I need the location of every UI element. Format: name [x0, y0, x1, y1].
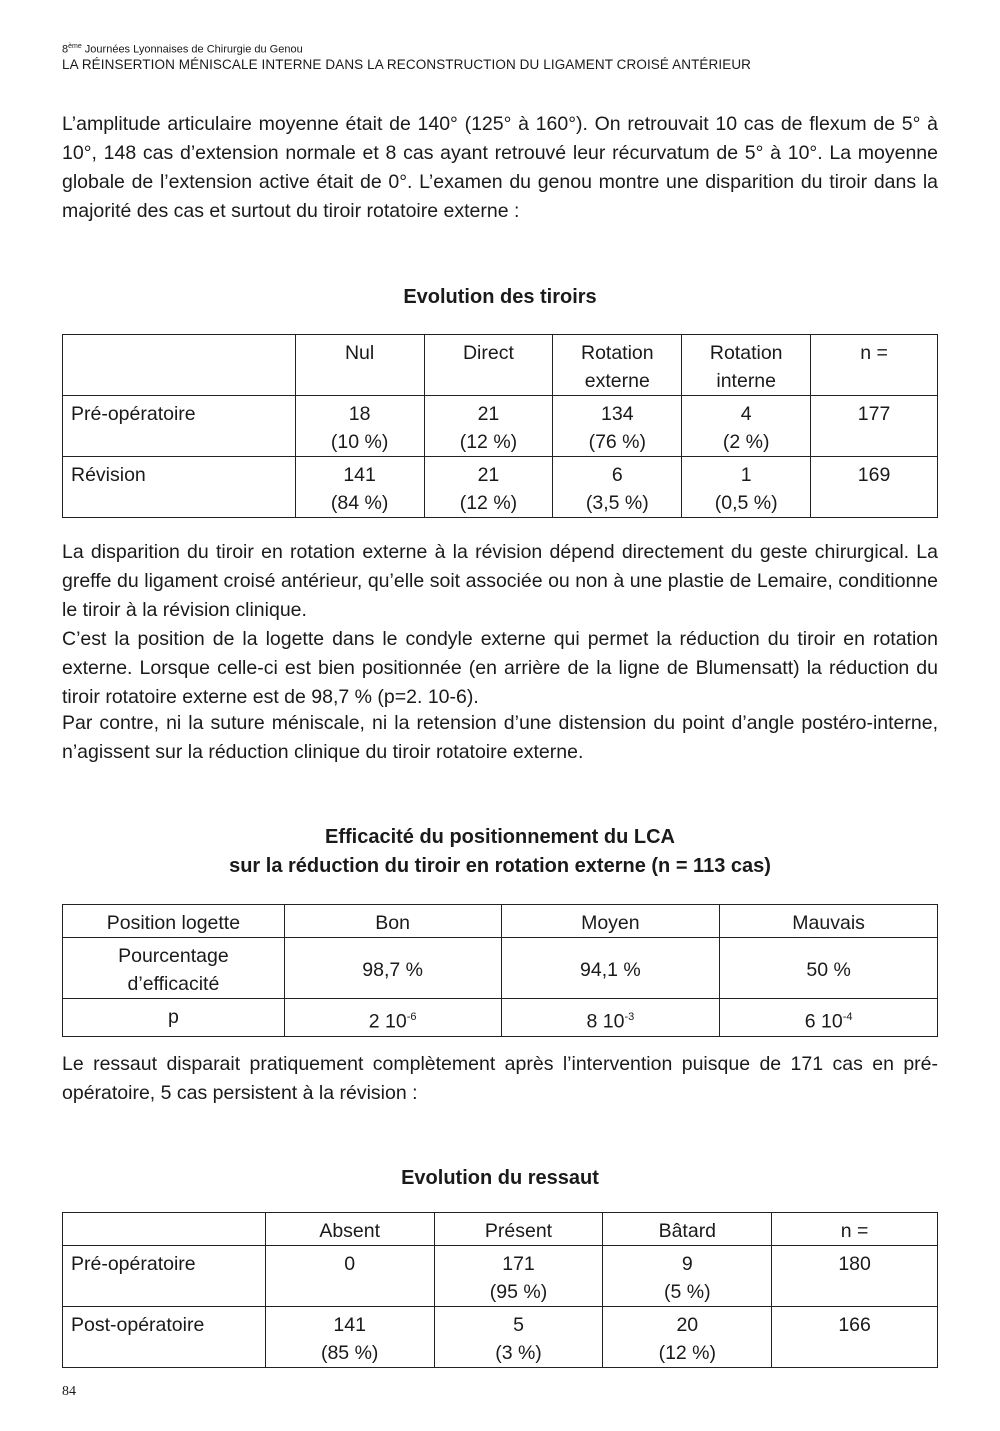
cell-percent — [778, 1278, 931, 1306]
column-header: Bâtard — [603, 1213, 772, 1246]
cell-percent: (12 %) — [459, 492, 518, 514]
cell-percent: (10 %) — [330, 431, 389, 453]
cell-percent: (12 %) — [658, 1342, 717, 1364]
cell-percent — [817, 367, 931, 395]
cell-percent: (3,5 %) — [585, 492, 649, 514]
table1-title: Evolution des tiroirs — [403, 286, 597, 308]
table-cell — [682, 396, 811, 457]
table-cell — [772, 1307, 938, 1368]
cell-value: 20 — [676, 1314, 699, 1336]
header-article-title: LA RÉINSERTION MÉNISCALE INTERNE DANS LA RECONSTRUCTION DU LIGAMENT CROISÉ ANTÉRIEUR — [62, 56, 752, 72]
cell-percent: (12 %) — [459, 431, 518, 453]
cell-value: Pourcentage — [118, 945, 229, 967]
cell-percent — [817, 489, 931, 517]
column-header: Mauvais — [720, 905, 938, 938]
cell-percent — [69, 339, 289, 367]
cell-value: 6 — [611, 464, 623, 486]
table-header-row — [63, 335, 938, 396]
table-cell — [553, 457, 682, 518]
cell-value: n = — [860, 342, 888, 364]
row-label: Pré-opératoire — [63, 1246, 266, 1307]
cell-value: Rotation — [709, 342, 783, 364]
cell-value: 166 — [838, 1314, 871, 1336]
cell-value: 141 — [333, 1314, 366, 1336]
cell-percent — [272, 1278, 428, 1306]
table-cell — [434, 1307, 603, 1368]
table2-title-line2: sur la réduction du tiroir en rotation externe (n = 113 cas) — [229, 855, 771, 877]
table-cell — [295, 396, 424, 457]
running-header — [62, 40, 942, 73]
cell-value: 169 — [857, 464, 891, 486]
row-label: Révision — [63, 457, 296, 518]
cell-value: Direct — [462, 342, 514, 364]
cell-value: 21 — [477, 464, 500, 486]
cell-value: 180 — [838, 1253, 871, 1275]
cell-percent: (0,5 %) — [714, 492, 778, 514]
table-cell — [553, 396, 682, 457]
cell-value: 141 — [343, 464, 376, 486]
table-cell: 50 % — [720, 938, 938, 999]
p-value-base: 2 10 — [368, 1010, 407, 1033]
cell-percent — [817, 428, 931, 456]
cell-value: 21 — [477, 403, 500, 425]
column-header — [424, 335, 553, 396]
page-number: 84 — [62, 1384, 76, 1399]
cell-value: 0 — [344, 1253, 356, 1275]
cell-value: Rotation — [580, 342, 654, 364]
paragraph-logette: C’est la position de la logette dans le condyle externe qui permet la réduction du tiroir en rotation externe. Lorsque celle-ci est bien positionnée (en arrière de la ligne de Blumensatt) la réduction du tiroir rotatoire externe est de 98,7 % (p=2. 10-6). — [62, 628, 938, 708]
column-header: Moyen — [501, 905, 720, 938]
column-header: n = — [772, 1213, 938, 1246]
column-header: Bon — [284, 905, 501, 938]
table-row — [63, 1307, 938, 1368]
cell-percent — [431, 367, 547, 395]
table-cell — [811, 396, 938, 457]
cell-value: 4 — [740, 403, 752, 425]
table-cell: 98,7 % — [284, 938, 501, 999]
row-label: Pré-opératoire — [63, 396, 296, 457]
cell-percent: (95 %) — [489, 1281, 548, 1303]
column-header — [553, 335, 682, 396]
p-value-base: 6 10 — [804, 1010, 843, 1033]
table-cell: 94,1 % — [501, 938, 720, 999]
cell-value: 134 — [601, 403, 634, 425]
table-evolution-tiroirs — [62, 334, 938, 518]
paragraph-disparition: La disparition du tiroir en rotation externe à la révision dépend directement du geste chirurgical. La greffe du ligament croisé antérieur, qu’elle soit associée ou non à une plastie de Lemaire, conditionne le tiroir à la révision clinique. — [62, 541, 938, 621]
table-row — [63, 938, 938, 999]
cell-percent: (85 %) — [320, 1342, 379, 1364]
table-cell — [603, 1246, 772, 1307]
paragraph-ressaut: Le ressaut disparait pratiquement complètement après l’intervention puisque de 171 cas en pré-opératoire, 5 cas persistent à la révision : — [62, 1053, 938, 1104]
paragraph-amplitude: L’amplitude articulaire moyenne était de 140° (125° à 160°). On retrouvait 10 cas de flexum de 5° à 10°, 148 cas d’extension normale et 8 cas ayant retrouvé leur récurvatum de 5° à 10°. La moyenne globale de l’extension active était de 0°. L’examen du genou montre une disparition du tiroir dans la majorité des cas et surtout du tiroir rotatoire externe : — [62, 113, 938, 222]
row-label: Post-opératoire — [63, 1307, 266, 1368]
header-conference: 8ème Journées Lyonnaises de Chirurgie du Genou — [62, 43, 303, 56]
p-value-exponent: -6 — [406, 1011, 417, 1023]
cell-value: 5 — [513, 1314, 524, 1336]
table-cell — [424, 396, 553, 457]
cell-percent: (84 %) — [330, 492, 389, 514]
table-evolution-ressaut — [62, 1212, 938, 1368]
cell-value: 9 — [681, 1253, 693, 1275]
column-header: Position logette — [63, 905, 285, 938]
column-header — [682, 335, 811, 396]
cell-percent — [778, 1339, 931, 1367]
row-label: p — [63, 999, 285, 1037]
cell-value: Nul — [344, 342, 375, 364]
table-cell — [434, 1246, 603, 1307]
cell-value: 171 — [502, 1253, 535, 1275]
table-row — [63, 1246, 938, 1307]
cell-percent: (76 %) — [588, 431, 647, 453]
table-cell — [265, 1307, 434, 1368]
table3-title: Evolution du ressaut — [401, 1167, 599, 1189]
column-header: Absent — [265, 1213, 434, 1246]
cell-value: 18 — [348, 403, 371, 425]
cell-value: 177 — [857, 403, 891, 425]
cell-percent — [302, 367, 418, 395]
p-value-exponent: -3 — [624, 1011, 635, 1023]
table-cell — [284, 999, 501, 1037]
cell-percent: d’efficacité — [127, 973, 220, 995]
cell-percent: (2 %) — [722, 431, 770, 453]
table-row — [63, 396, 938, 457]
table-cell — [811, 457, 938, 518]
cell-percent: (5 %) — [664, 1281, 711, 1303]
table-header-row — [63, 905, 938, 938]
column-header — [295, 335, 424, 396]
table-cell — [603, 1307, 772, 1368]
column-header: Présent — [434, 1213, 603, 1246]
table-cell — [720, 999, 938, 1037]
table-header-row — [63, 1213, 938, 1246]
cell-percent: interne — [716, 370, 776, 392]
column-header — [63, 335, 296, 396]
cell-percent: externe — [584, 370, 650, 392]
p-value-exponent: -4 — [842, 1011, 853, 1023]
row-label — [63, 938, 285, 999]
table-row — [63, 999, 938, 1037]
table-cell — [424, 457, 553, 518]
table-efficacite-lca — [62, 904, 938, 1037]
table-cell — [501, 999, 720, 1037]
table-cell — [682, 457, 811, 518]
table2-title-line1: Efficacité du positionnement du LCA — [324, 826, 675, 848]
p-value-base: 8 10 — [586, 1010, 625, 1033]
table-cell — [772, 1246, 938, 1307]
column-header — [63, 1213, 266, 1246]
cell-value: 1 — [740, 464, 752, 486]
table-cell — [265, 1246, 434, 1307]
cell-percent: (3 %) — [495, 1342, 542, 1364]
table-cell — [295, 457, 424, 518]
column-header — [811, 335, 938, 396]
table-row — [63, 457, 938, 518]
paragraph-suture: Par contre, ni la suture méniscale, ni la retension d’une distension du point d’angle postéro-interne, n’agissent sur la réduction clinique du tiroir rotatoire externe. — [62, 712, 938, 763]
